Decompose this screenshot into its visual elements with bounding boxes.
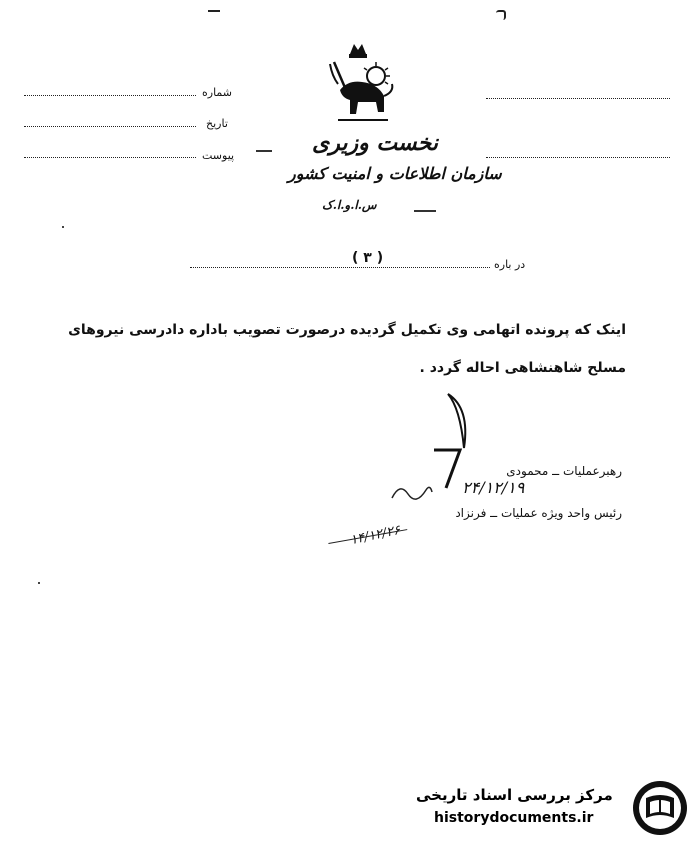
ministry-title: نخست وزیری xyxy=(312,130,438,156)
speck-2 xyxy=(62,226,64,228)
page-number: ( ۳ ) xyxy=(352,250,384,266)
unit-head-line: رئیس واحد ویژه عملیات ــ فرنزاد xyxy=(455,506,622,520)
footer-title: مرکز بررسی اسناد تاریخی xyxy=(416,786,613,804)
stamp-mark-left xyxy=(256,150,272,156)
handwritten-date: ۲۴/۱۲/۱۹ xyxy=(462,478,525,497)
date-label: تاریخ xyxy=(206,117,228,130)
corner-mark-left xyxy=(208,10,220,16)
body-line-1: اینک که پرونده اتهامی وی تکمیل گردیده درصورت تصویب باداره دادرسی نیروهای xyxy=(68,322,626,338)
corner-mark-right xyxy=(496,10,506,20)
continuation-label: در باره xyxy=(494,258,526,271)
right-line-1 xyxy=(486,98,670,99)
agency-title: سازمان اطلاعات و امنیت کشور xyxy=(288,164,502,183)
attachment-field-line xyxy=(24,157,196,158)
lion-and-sun-emblem xyxy=(318,40,398,130)
footer-url: historydocuments.ir xyxy=(434,810,594,826)
handwritten-note: ۱۴/۱۲/۲۶ xyxy=(348,522,402,549)
number-label: شماره xyxy=(202,86,233,99)
attachment-label: پیوست xyxy=(202,149,235,162)
number-field-line xyxy=(24,95,196,96)
date-field-line xyxy=(24,126,196,127)
ops-head-line: رهبرعملیات ــ محمودی xyxy=(506,464,622,478)
scribble-mark xyxy=(386,478,436,512)
body-line-2: مسلح شاهنشاهی احاله گردد . xyxy=(419,360,626,376)
right-line-2 xyxy=(486,157,670,158)
speck-1 xyxy=(38,582,40,584)
stamp-mark-bottom xyxy=(414,210,436,216)
continuation-line xyxy=(190,267,490,268)
archive-logo-icon xyxy=(630,778,690,838)
agency-code: س.ا.و.ا.ک xyxy=(322,198,377,212)
